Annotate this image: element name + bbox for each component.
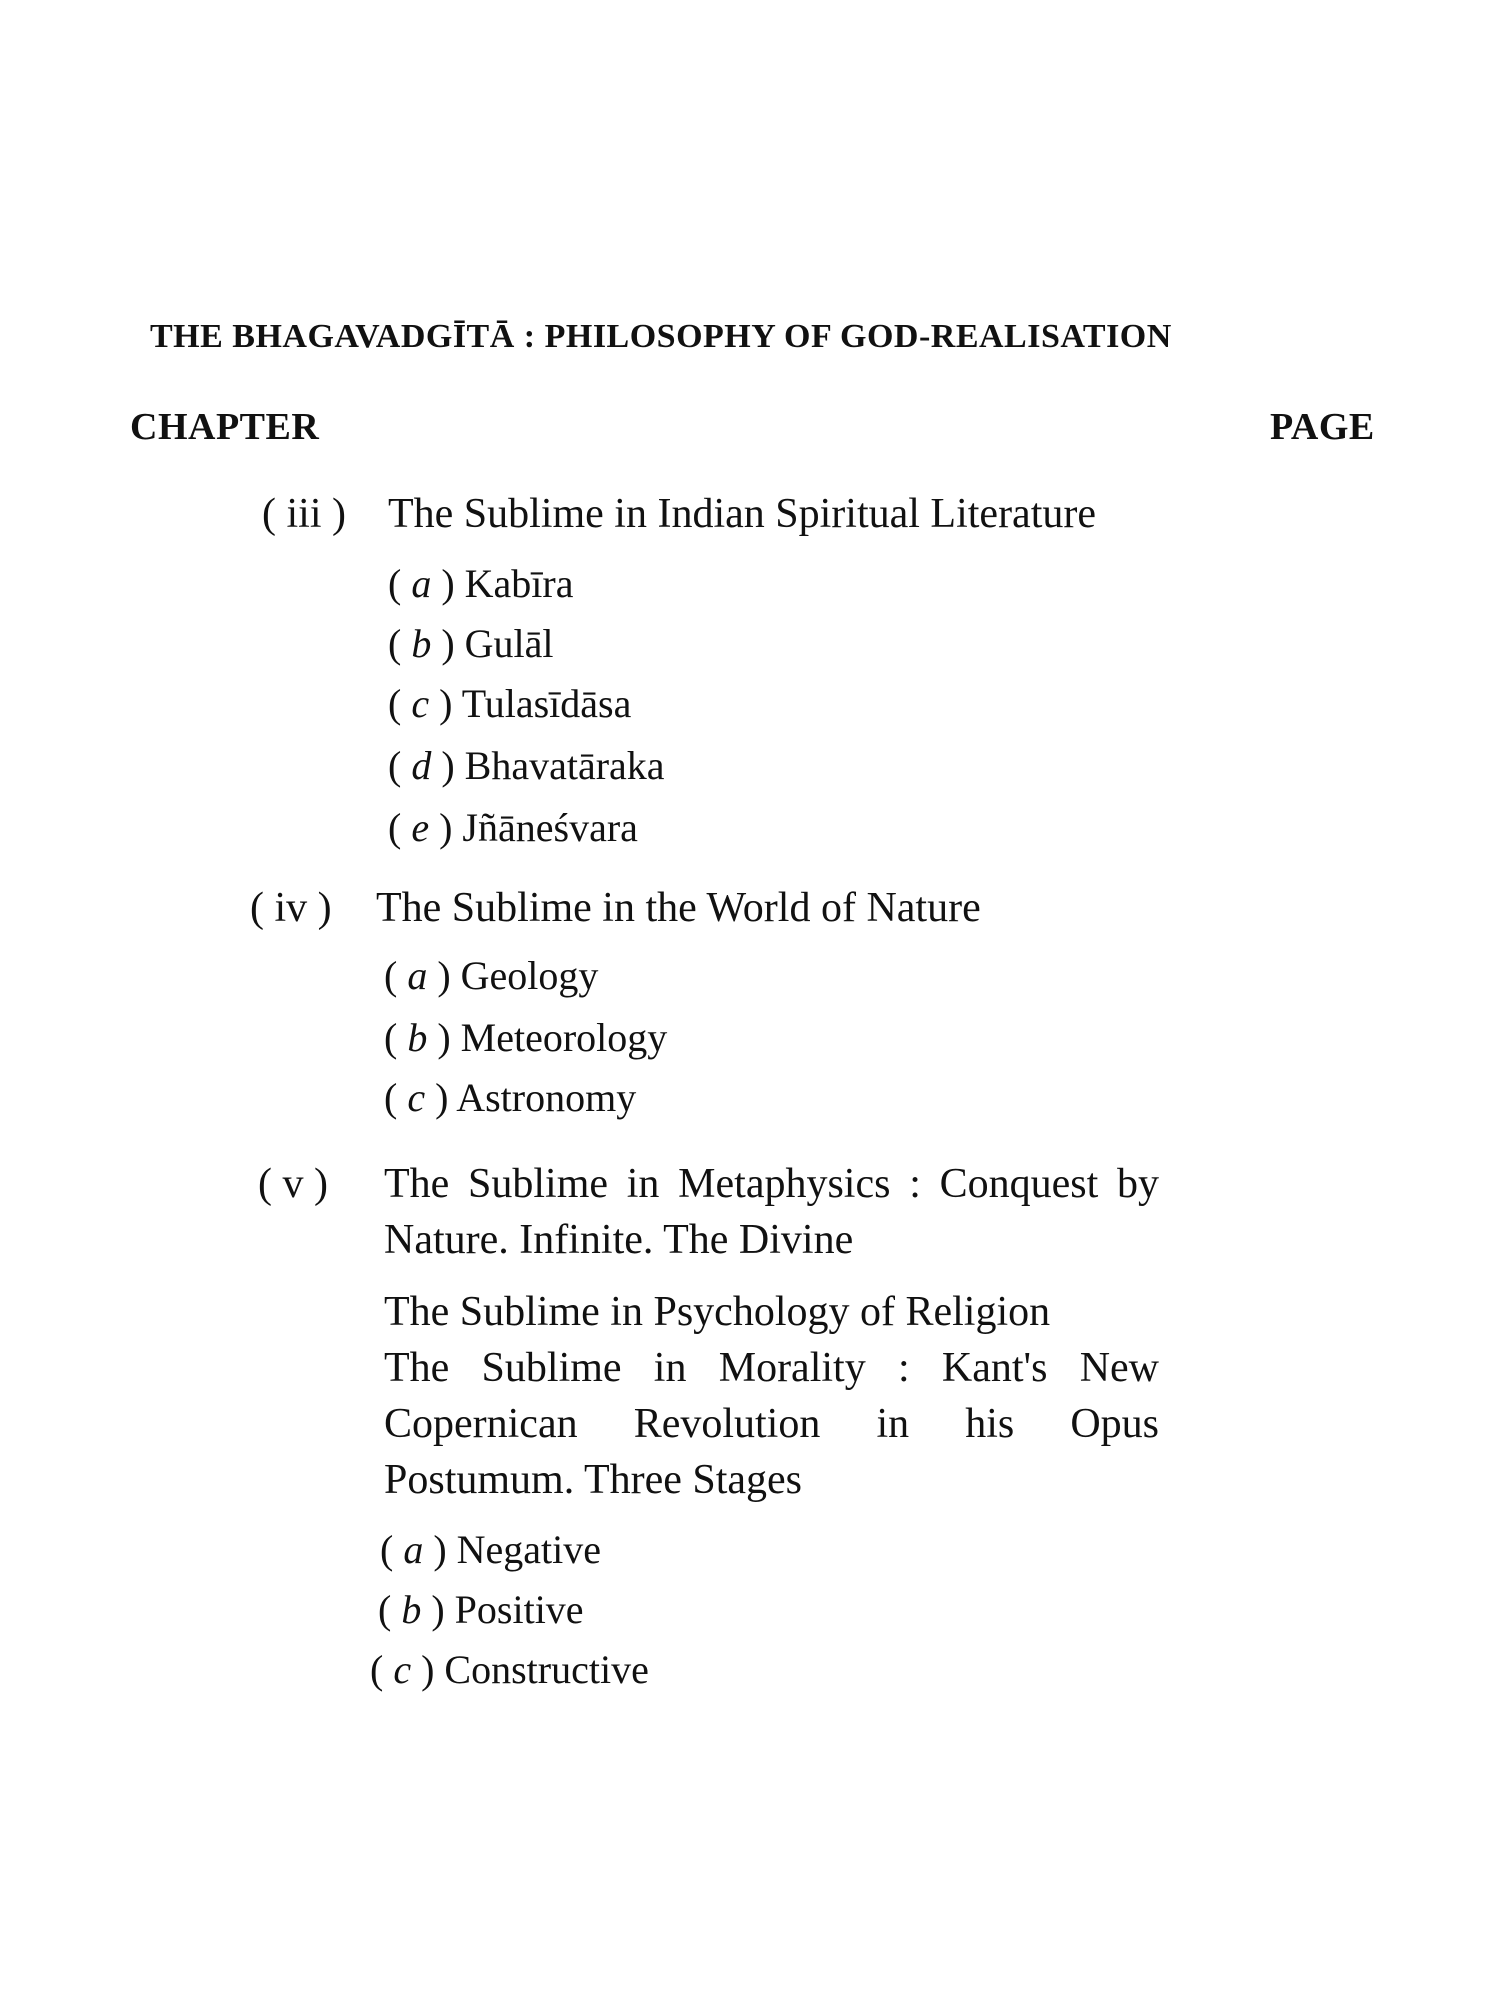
- item-text: Astronomy: [456, 1075, 637, 1120]
- list-item: ( b ) Meteorology: [384, 1015, 668, 1060]
- list-item: ( a ) Kabīra: [388, 561, 574, 606]
- section-numeral: ( iii ): [262, 491, 346, 537]
- item-label: b: [407, 1015, 428, 1060]
- item-text: Negative: [456, 1527, 602, 1572]
- list-item: ( b ) Positive: [378, 1587, 584, 1632]
- item-text: Bhavatāraka: [464, 743, 665, 788]
- item-text: Positive: [454, 1587, 584, 1632]
- list-item: ( e ) Jñāneśvara: [388, 805, 638, 850]
- item-label: a: [407, 953, 428, 998]
- item-label: c: [411, 681, 430, 726]
- item-text: Constructive: [444, 1647, 649, 1692]
- list-item: ( a ) Negative: [380, 1527, 602, 1572]
- item-label: a: [411, 561, 432, 606]
- list-item: ( c ) Astronomy: [384, 1075, 637, 1120]
- item-text: Gulāl: [464, 621, 554, 666]
- item-text: Kabīra: [464, 561, 574, 606]
- section-title: The Sublime in the World of Nature: [376, 885, 981, 931]
- paragraph: The Sublime in Morality : Kant's New Copernican Revolution in his Opus Postumum. Three Stages: [384, 1345, 1159, 1503]
- section-numeral: ( v ): [258, 1161, 328, 1207]
- section-title: The Sublime in Indian Spiritual Literature: [388, 491, 1096, 537]
- section-title: The Sublime in Metaphysics : Conquest by Nature. Infinite. The Divine: [384, 1161, 1159, 1263]
- item-label: b: [411, 621, 432, 666]
- item-label: a: [403, 1527, 424, 1572]
- item-text: Geology: [460, 953, 599, 998]
- item-text: Tulasīdāsa: [461, 681, 632, 726]
- item-text: Meteorology: [460, 1015, 668, 1060]
- list-item: ( d ) Bhavatāraka: [388, 743, 665, 788]
- list-item: ( b ) Gulāl: [388, 621, 554, 666]
- chapter-column-heading: CHAPTER: [130, 406, 320, 448]
- page-column-heading: PAGE: [1270, 406, 1375, 448]
- list-item: ( c ) Tulasīdāsa: [388, 681, 632, 726]
- running-title: THE BHAGAVADGĪTĀ : PHILOSOPHY OF GOD-REALISATION: [150, 318, 1172, 355]
- item-text: Jñāneśvara: [462, 805, 638, 850]
- item-label: e: [411, 805, 430, 850]
- section-numeral: ( iv ): [250, 885, 332, 931]
- list-item: ( a ) Geology: [384, 953, 599, 998]
- item-label: d: [411, 743, 432, 788]
- item-label: c: [393, 1647, 412, 1692]
- paragraph: The Sublime in Psychology of Religion: [384, 1289, 1051, 1335]
- item-label: c: [407, 1075, 426, 1120]
- list-item: ( c ) Constructive: [370, 1647, 649, 1692]
- item-label: b: [401, 1587, 422, 1632]
